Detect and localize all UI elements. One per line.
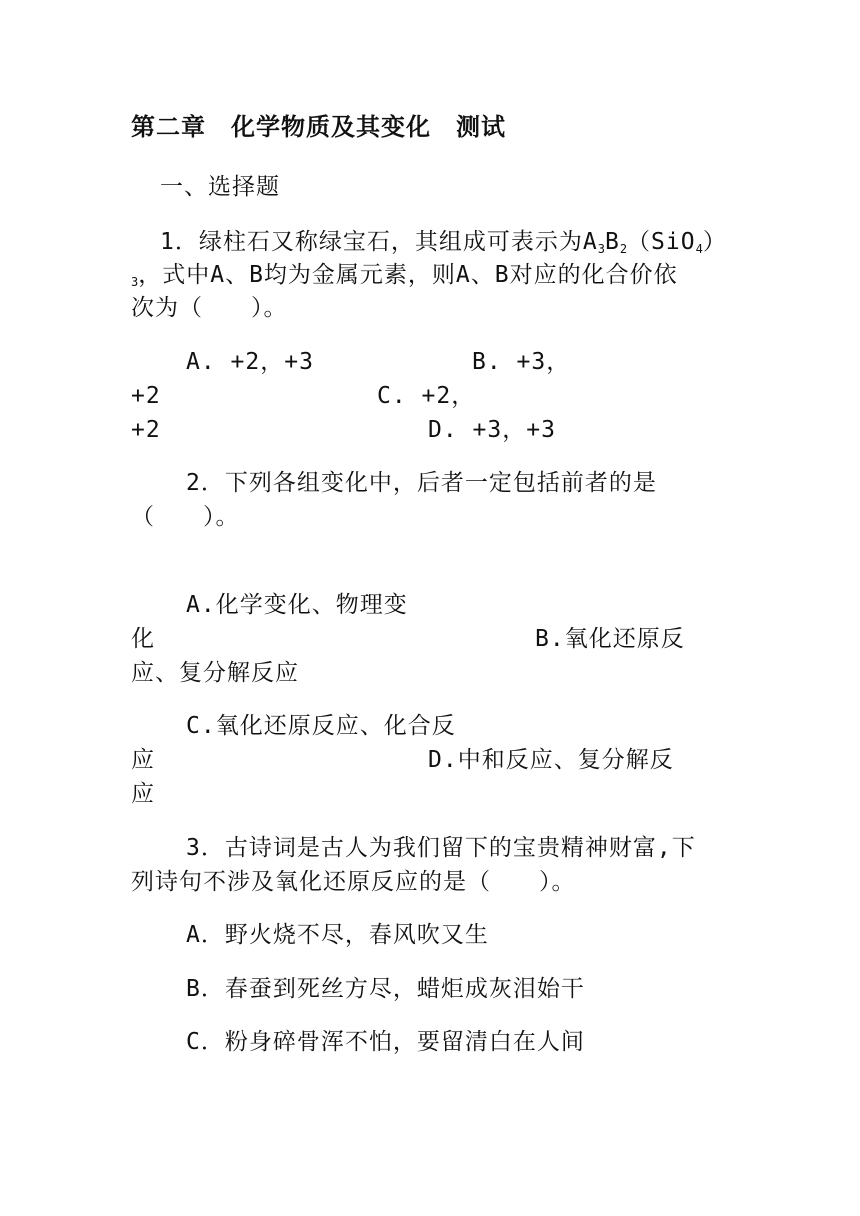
q1-option-a: A. +2，+3 (186, 349, 314, 375)
q3-line1: 3．古诗词是古人为我们留下的宝贵精神财富,下 (186, 835, 696, 861)
q1-line1 (160, 227, 727, 264)
q3-option-a: A．野火烧不尽，春风吹又生 (186, 922, 489, 948)
q2-option-d-cont: 应 (131, 781, 155, 807)
q2-option-a: A.化学变化、物理变 (186, 592, 408, 618)
formula-sio: （SiO (627, 229, 696, 255)
q1-line2-text: ，式中A、B均为金属元素，则A、B对应的化合价依 (138, 262, 678, 288)
q1-option-b-cont: +2 (131, 383, 161, 409)
section-heading: 一、选择题 (160, 174, 280, 200)
q2-line2: （ ）。 (131, 504, 240, 530)
q1-option-c: C. +2， (377, 383, 476, 409)
q1-option-d: D. +3，+3 (428, 417, 556, 443)
q1-option-c-cont: +2 (131, 417, 161, 443)
q1-formula (583, 229, 727, 255)
q2-option-b-cont: 应、复分解反应 (131, 660, 299, 686)
q2-option-a-cont: 化 (131, 626, 155, 652)
q1-line3: 次为（ ）。 (131, 295, 288, 321)
page-title: 第二章 化学物质及其变化 测试 (131, 112, 506, 141)
q2-line1: 2．下列各组变化中，后者一定包括前者的是 (186, 470, 657, 496)
q1-line1-text: 1．绿柱石又称绿宝石，其组成可表示为 (160, 229, 583, 255)
q3-option-b: B．春蚕到死丝方尽，蜡炬成灰泪始干 (186, 976, 585, 1002)
formula-sub-2: 2 (619, 242, 628, 256)
q3-option-c: C．粉身碎骨浑不怕，要留清白在人间 (186, 1029, 585, 1055)
formula-sub-outer: 3 (131, 275, 139, 289)
q3-line2: 列诗句不涉及氧化还原反应的是（ ）。 (131, 869, 576, 895)
q2-option-d: D.中和反应、复分解反 (428, 747, 674, 773)
formula-b: B (604, 229, 620, 255)
q2-option-c: C.氧化还原反应、化合反 (186, 713, 456, 739)
q1-line2 (131, 260, 678, 297)
q2-option-b: B.氧化还原反 (535, 626, 685, 652)
q1-option-b: B. +3， (472, 349, 571, 375)
formula-close: ） (702, 229, 727, 255)
q2-option-c-cont: 应 (131, 747, 155, 773)
formula-a: A (582, 229, 598, 255)
formula-sub-4: 4 (695, 242, 703, 256)
formula-sub-3: 3 (597, 242, 605, 256)
